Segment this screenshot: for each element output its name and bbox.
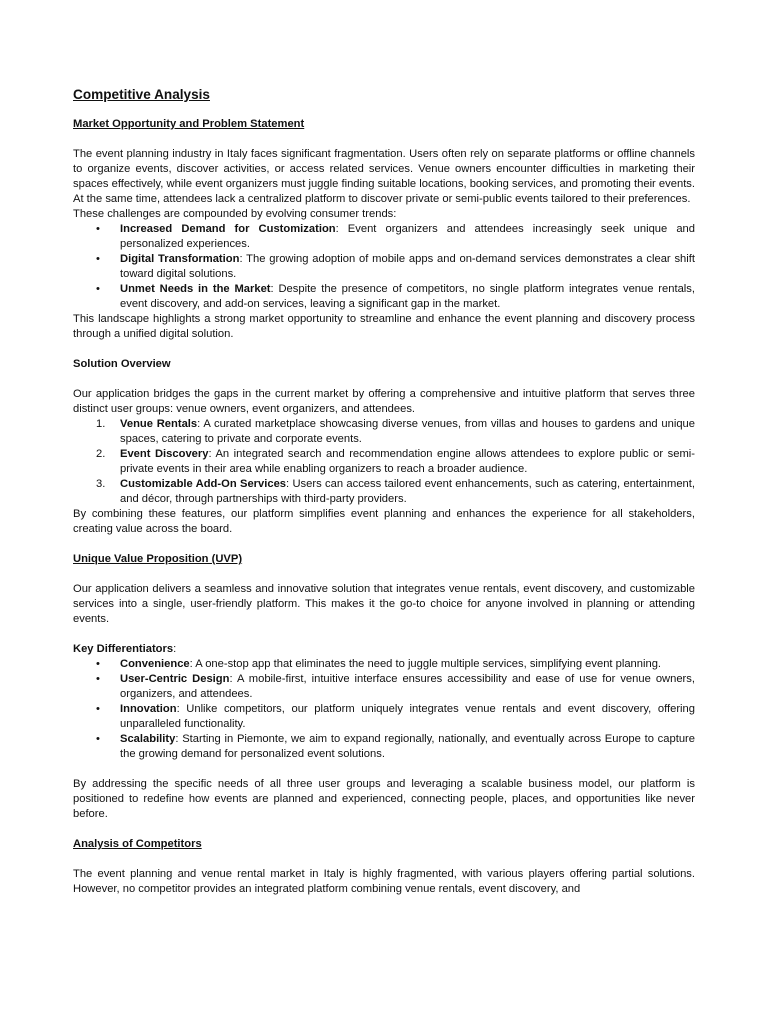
bullet-marker: • bbox=[96, 673, 100, 685]
list-item-term: Venue Rentals bbox=[120, 418, 198, 430]
competitors-intro-paragraph: The event planning and venue rental market in Italy is highly fragmented, with various players offering partial solutions. However, no competitor provides an integrated platform combining venue rentals, event discovery, and bbox=[73, 868, 695, 895]
list-item-text: : Starting in Piemonte, we aim to expand regionally, nationally, and eventually across Europe to capture the growing demand for personalized event solutions. bbox=[120, 733, 695, 760]
list-item bbox=[73, 657, 695, 672]
list-item-term: Unmet Needs in the Market bbox=[120, 283, 271, 295]
uvp-closing-paragraph: By addressing the specific needs of all three user groups and leveraging a scalable business model, our platform is positioned to redefine how events are planned and experienced, connecting people, places, and opportunities like never before. bbox=[73, 778, 695, 820]
list-number: 2. bbox=[96, 448, 106, 460]
list-item bbox=[73, 702, 695, 732]
list-item-term: Innovation bbox=[120, 703, 177, 715]
list-item-text: : The growing adoption of mobile apps and on-demand services demonstrates a clear shift toward digital solutions. bbox=[120, 253, 695, 280]
list-item-text: : An integrated search and recommendation engine allows attendees to explore public or semi-private events in their area while enabling organizers to reach a broader audience. bbox=[120, 448, 695, 475]
list-item bbox=[73, 282, 695, 312]
solution-closing-paragraph: By combining these features, our platform simplifies event planning and enhances the experience for all stakeholders, creating value across the board. bbox=[73, 508, 695, 535]
market-trends-list bbox=[73, 222, 695, 312]
bullet-marker: • bbox=[96, 283, 100, 295]
list-item bbox=[73, 672, 695, 702]
list-item bbox=[73, 732, 695, 762]
heading-solution-overview: Solution Overview bbox=[73, 358, 171, 370]
document-page bbox=[73, 86, 695, 897]
uvp-intro-paragraph: Our application delivers a seamless and innovative solution that integrates venue rentals, event discovery, and customizable services into a single, user-friendly platform. This makes it the go-to choice for anyone involved in planning or attending events. bbox=[73, 583, 695, 625]
list-item-term: Increased Demand for Customization bbox=[120, 223, 336, 235]
list-item bbox=[73, 447, 695, 477]
heading-market-opportunity: Market Opportunity and Problem Statement bbox=[73, 118, 305, 130]
bullet-marker: • bbox=[96, 658, 100, 670]
list-item-text: : A mobile-first, intuitive interface ensures accessibility and ease of use for venue owners, organizers, and attendees. bbox=[120, 673, 695, 700]
bullet-marker: • bbox=[96, 703, 100, 715]
list-item-term: Customizable Add-On Services bbox=[120, 478, 287, 490]
heading-uvp: Unique Value Proposition (UVP) bbox=[73, 553, 243, 565]
list-item-term: Convenience bbox=[120, 658, 190, 670]
list-item bbox=[73, 252, 695, 282]
list-item-term: Event Discovery bbox=[120, 448, 209, 460]
list-item-term: Digital Transformation bbox=[120, 253, 240, 265]
market-trends-lead: These challenges are compounded by evolving consumer trends: bbox=[73, 208, 397, 220]
bullet-marker: • bbox=[96, 223, 100, 235]
market-closing-paragraph: This landscape highlights a strong market opportunity to streamline and enhance the event planning and discovery process through a unified digital solution. bbox=[73, 313, 695, 340]
key-differentiators-label bbox=[73, 642, 695, 657]
key-differentiators-term: Key Differentiators bbox=[73, 643, 174, 655]
list-item bbox=[73, 222, 695, 252]
list-number: 1. bbox=[96, 418, 106, 430]
solution-numbered-list bbox=[73, 417, 695, 507]
list-item-text: : Event organizers and attendees increasingly seek unique and personalized experiences. bbox=[120, 223, 695, 250]
list-item-text: : Despite the presence of competitors, no single platform integrates venue rentals, event discovery, and add-on services, leaving a significant gap in the market. bbox=[120, 283, 695, 310]
bullet-marker: • bbox=[96, 733, 100, 745]
list-item-text: : A one-stop app that eliminates the need to juggle multiple services, simplifying event planning. bbox=[189, 658, 662, 670]
list-item-text: : Unlike competitors, our platform uniquely integrates venue rentals and event discovery, offering unparalleled functionality. bbox=[120, 703, 695, 730]
key-differentiators-colon: : bbox=[173, 643, 177, 655]
document-title: Competitive Analysis bbox=[73, 87, 210, 102]
bullet-marker: • bbox=[96, 253, 100, 265]
heading-analysis-of-competitors: Analysis of Competitors bbox=[73, 838, 202, 850]
list-item-text: : A curated marketplace showcasing diverse venues, from villas and houses to gardens and unique spaces, catering to private and corporate events. bbox=[120, 418, 695, 445]
list-item-text: : Users can access tailored event enhancements, such as catering, entertainment, and décor, through partnerships with third-party providers. bbox=[120, 478, 695, 505]
list-number: 3. bbox=[96, 478, 106, 490]
solution-intro-paragraph: Our application bridges the gaps in the current market by offering a comprehensive and intuitive platform that serves three distinct user groups: venue owners, event organizers, and attendees. bbox=[73, 388, 695, 415]
list-item bbox=[73, 477, 695, 507]
list-item-term: Scalability bbox=[120, 733, 176, 745]
market-intro-paragraph: The event planning industry in Italy faces significant fragmentation. Users often rely on separate platforms or offline channels to organize events, discover activities, or access related services. Venue owners encounter difficulties in marketing their spaces effectively, while event organizers must juggle finding suitable locations, booking services, and promoting their events. At the same time, attendees lack a centralized platform to discover private or semi-public events tailored to their preferences. bbox=[73, 148, 695, 205]
list-item-term: User-Centric Design bbox=[120, 673, 230, 685]
list-item bbox=[73, 417, 695, 447]
uvp-differentiators-list bbox=[73, 657, 695, 762]
